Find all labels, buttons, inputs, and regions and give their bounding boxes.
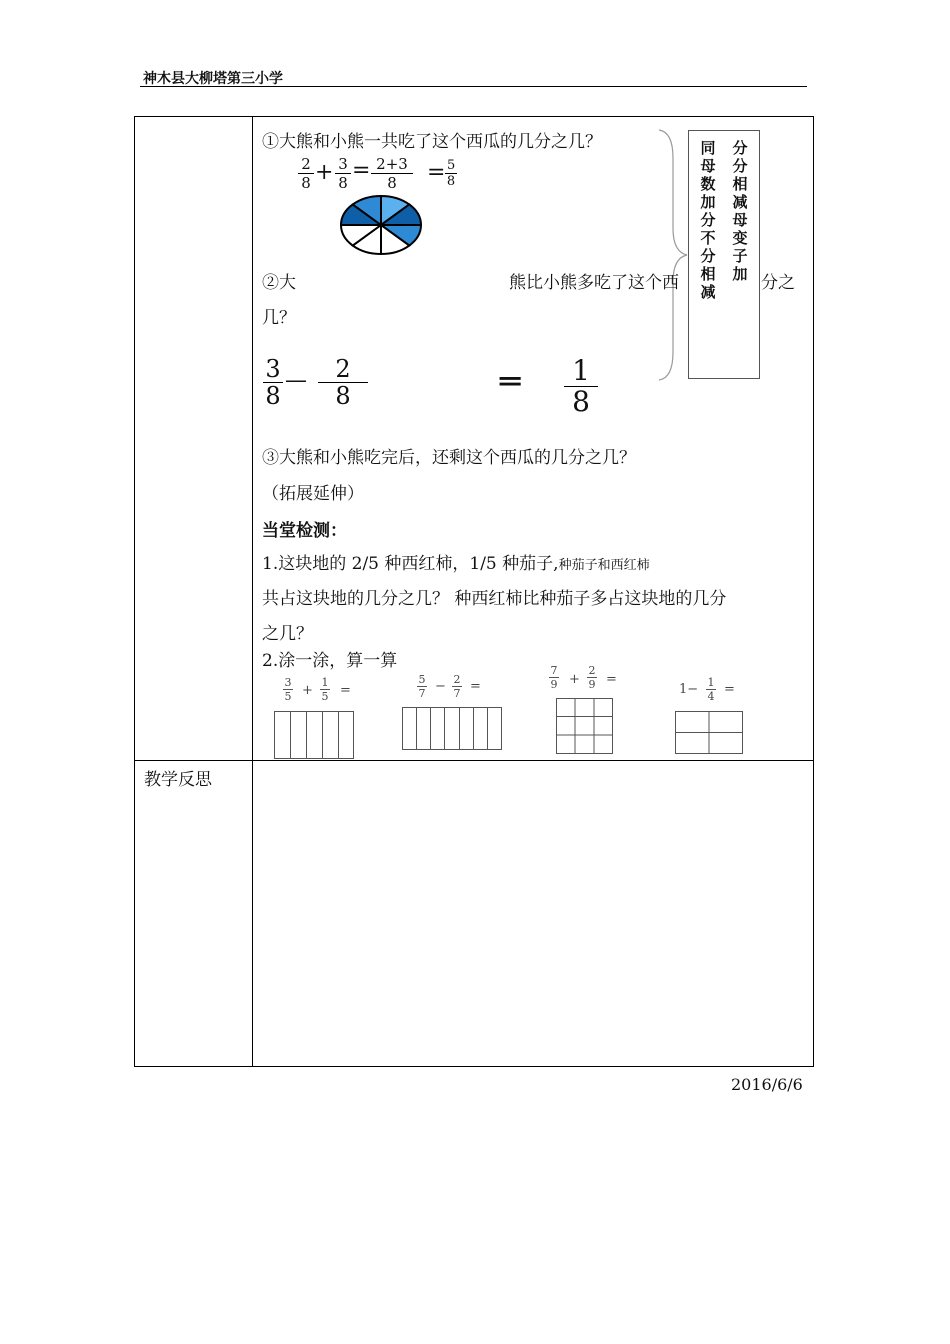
row-divider: [134, 760, 814, 761]
fraction-3-8-large: $\frac{3}{8}$: [263, 356, 283, 409]
column-divider: [252, 116, 253, 1067]
question-2-mid: 熊比小熊多吃了这个西: [509, 273, 679, 293]
header-rule: [140, 86, 807, 87]
fraction-a2: 1 5: [321, 676, 329, 703]
fraction-a1: 3 5: [284, 676, 292, 703]
fraction-2-8-large: $\frac{2}{8}$: [318, 356, 368, 409]
rule-note-box: [688, 130, 760, 379]
grid-sevenths[interactable]: [402, 707, 502, 750]
eq-a: =: [340, 683, 351, 698]
reflection-label: 教学反思: [144, 770, 212, 790]
rule-note-col-2: 分分相减母变子加: [732, 139, 748, 283]
fraction-3-8: $\frac{3}{8}$: [335, 155, 351, 192]
question-3: ③大熊和小熊吃完后，还剩这个西瓜的几分之几？: [262, 448, 636, 468]
extension-label: （拓展延伸）: [262, 484, 364, 504]
op-c: +: [569, 672, 580, 687]
question-2-start: ②大: [262, 273, 296, 293]
brace-icon: [655, 128, 691, 382]
eq-c: =: [606, 672, 617, 687]
fraction-2-8: $\frac{2}{8}$: [298, 155, 314, 192]
fraction-b1: 5 7: [418, 673, 426, 700]
equals-sign: =: [352, 158, 371, 183]
grid-ninths[interactable]: [556, 698, 613, 754]
grid-quarters[interactable]: [675, 711, 743, 754]
fraction-c1: 7 9: [550, 664, 558, 691]
check-title: 当堂检测：: [262, 521, 347, 541]
fraction-c2: 2 9: [588, 664, 596, 691]
result-fraction: $\frac{1}{8}$: [564, 356, 598, 417]
exercise-2-title: 2.涂一涂，算一算: [262, 651, 398, 671]
fraction-5-8: $\frac{5}{8}$: [446, 158, 456, 189]
school-header: 神木县大柳塔第三小学: [143, 71, 283, 87]
question-2-line-2: 几？: [262, 308, 296, 328]
op-a: +: [302, 683, 313, 698]
fraction-sum: $\frac{2+3}{8}$: [371, 155, 413, 192]
exercise-1-line-3: 之几？: [262, 624, 313, 644]
op-b: −: [435, 679, 446, 694]
question-2-end: 分之: [761, 273, 795, 293]
fraction-d: 1 4: [707, 676, 715, 703]
footer-date: 2016/6/6: [731, 1075, 803, 1094]
plus-sign: +: [315, 160, 334, 185]
exercise-1-line-2: 共占这块地的几分之几？ 种西红柿比种茄子多占这块地的几分: [262, 589, 727, 609]
question-1: ①大熊和小熊一共吃了这个西瓜的几分之几？: [262, 132, 602, 152]
minus-sign: —: [285, 368, 307, 393]
eq-b: =: [470, 679, 481, 694]
grid-fifths[interactable]: [274, 711, 354, 759]
fraction-b2: 2 7: [453, 673, 461, 700]
whole-d: 1−: [679, 682, 699, 697]
exercise-1-line-1: 1.这块地的 2/5 种西红柿，1/5 种茄子,种茄子和西红柿: [262, 554, 650, 574]
equals-sign-2: =: [427, 160, 446, 185]
rule-note-col-1: 同母数加分不分相减: [700, 139, 716, 301]
eq-d: =: [724, 682, 735, 697]
equals-sign-large: ═: [500, 362, 521, 402]
watermelon-pie-chart: [338, 194, 424, 256]
